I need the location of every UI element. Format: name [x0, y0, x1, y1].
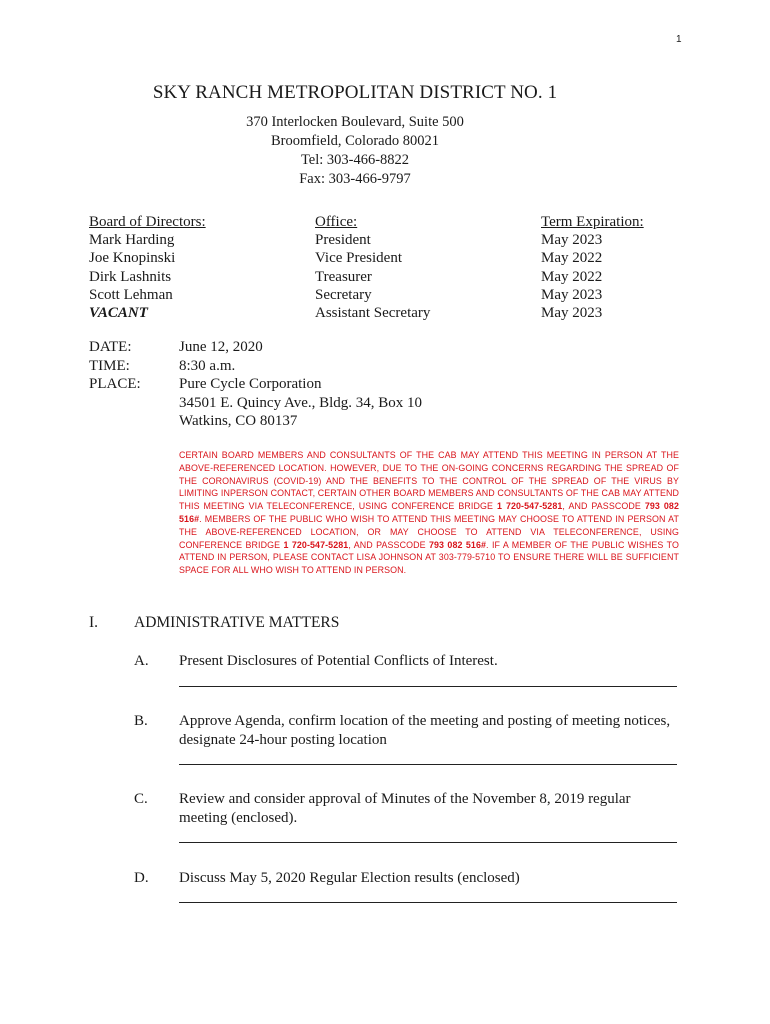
notice-text: , AND PASSCODE — [348, 539, 429, 550]
page-number: 1 — [676, 34, 682, 45]
director-name: Mark Harding — [89, 232, 175, 249]
address-line-tel: Tel: 303-466-8822 — [300, 152, 410, 168]
meeting-place-line: 34501 E. Quincy Ave., Bldg. 34, Box 10 — [179, 394, 423, 411]
agenda-item-letter: A. — [134, 653, 149, 669]
meeting-place-line: Pure Cycle Corporation — [179, 376, 322, 392]
place-label: PLACE: — [89, 376, 141, 392]
section-number: I. — [89, 614, 99, 631]
notice-text: CERTAIN BOARD MEMBERS AND CONSULTANTS OF THE CAB MAY ATTEND THIS MEETING IN PERSON AT THE ABOVE-REFERENCED LOCATION. HOWEVER, DUE TO THE ON-GOING CONCERNS REGARDING THE SPREAD OF THE CORONAVIRUS (COVID-19) AND THE BENEFITS TO THE CONTROL OF THE SPREAD OF THE VIRUS BY LIMITING INPERSON CONTACT, CERTAIN OTHER BOARD MEMBERS AND CONSULTANTS OF THE CAB MAY ATTEND THIS MEETING VIA TELECONFERENCE, USING CONFERENCE BRIDGE — [179, 450, 679, 512]
meeting-time: 8:30 a.m. — [179, 357, 236, 374]
date-label: DATE: — [89, 339, 132, 355]
address-line-city: Broomfield, Colorado 80021 — [271, 133, 439, 149]
passcode: 793 082 516# — [179, 501, 679, 524]
conference-bridge-number: 1 720-547-5281 — [496, 501, 563, 512]
directors-header: Board of Directors: — [89, 214, 206, 230]
office-column — [315, 213, 430, 322]
office-header: Office: — [315, 214, 358, 230]
signature-line — [179, 686, 677, 687]
address-line-street: 370 Interlocken Boulevard, Suite 500 — [246, 114, 464, 130]
meeting-place-line: Watkins, CO 80137 — [179, 413, 298, 429]
signature-line — [179, 902, 677, 903]
agenda-item-text: Discuss May 5, 2020 Regular Election results (enclosed) — [179, 870, 520, 886]
directors-column — [89, 213, 206, 322]
address-line-fax: Fax: 303-466-9797 — [299, 171, 411, 187]
term-expiration: May 2023 — [541, 305, 603, 322]
term-column — [541, 213, 644, 322]
section-title: ADMINISTRATIVE MATTERS — [134, 614, 340, 631]
agenda-item-text: Review and consider approval of Minutes of the November 8, 2019 regular meeting (enclosed). — [179, 791, 631, 826]
term-header: Term Expiration: — [541, 214, 644, 230]
agenda-item-text: Present Disclosures of Potential Conflicts of Interest. — [179, 653, 498, 669]
office-title: Secretary — [315, 286, 372, 303]
director-name-vacant: VACANT — [89, 305, 148, 322]
term-expiration: May 2022 — [541, 250, 603, 267]
agenda-item-letter: C. — [134, 791, 148, 807]
passcode: 793 082 516# — [428, 539, 487, 550]
director-name: Scott Lehman — [89, 286, 173, 303]
term-expiration: May 2022 — [541, 268, 603, 285]
document-header — [0, 82, 710, 189]
district-title: SKY RANCH METROPOLITAN DISTRICT NO. 1 — [152, 82, 558, 103]
teleconference-notice — [179, 449, 679, 577]
office-title: Treasurer — [315, 268, 372, 285]
signature-line — [179, 764, 677, 765]
director-name: Joe Knopinski — [89, 250, 176, 267]
notice-text: . MEMBERS OF THE PUBLIC WHO WISH TO ATTEND THIS MEETING MAY CHOOSE TO ATTEND IN PERSON AT THE ABOVE-REFERENCED LOCATION, OR MAY CHOOSE TO ATTEND VIA TELECONFERENCE, USING CONFERENCE BRIDGE — [179, 513, 679, 550]
notice-text: , AND PASSCODE — [562, 501, 645, 512]
office-title: Vice President — [315, 250, 402, 267]
meeting-date: June 12, 2020 — [179, 339, 263, 355]
director-name: Dirk Lashnits — [89, 268, 172, 285]
office-title: President — [315, 232, 371, 249]
time-label: TIME: — [89, 357, 130, 374]
office-title: Assistant Secretary — [315, 305, 431, 322]
agenda-item-letter: B. — [134, 713, 148, 729]
agenda-item-letter: D. — [134, 870, 149, 886]
term-expiration: May 2023 — [541, 232, 603, 249]
conference-bridge-number: 1 720-547-5281 — [283, 539, 349, 550]
signature-line — [179, 842, 677, 843]
term-expiration: May 2023 — [541, 286, 603, 303]
agenda-item-text: Approve Agenda, confirm location of the meeting and posting of meeting notices, designate 24-hour posting location — [179, 713, 671, 748]
notice-text: . IF A MEMBER OF THE PUBLIC WISHES TO ATTEND IN PERSON, PLEASE CONTACT LISA JOHNSON AT 303-779-5710 TO ENSURE THERE WILL BE SUFFICIENT SPACE FOR ALL WHO WISH TO ATTEND IN PERSON. — [179, 539, 679, 576]
